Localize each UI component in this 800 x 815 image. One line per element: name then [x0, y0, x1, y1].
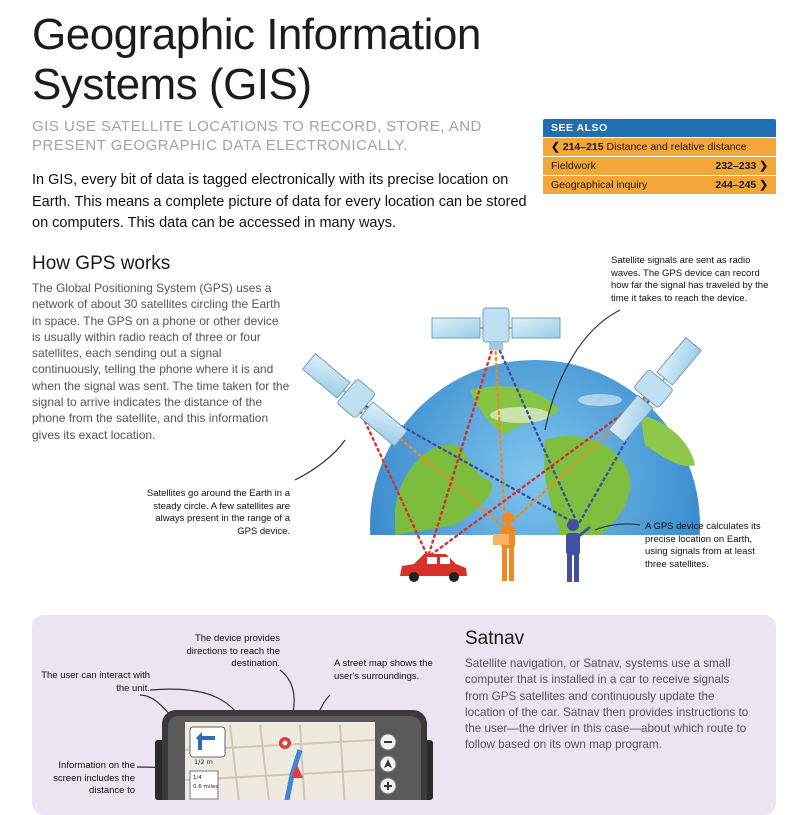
zoom-in-button[interactable]: [380, 778, 396, 794]
see-also-item[interactable]: [543, 156, 776, 175]
see-also-item[interactable]: [543, 175, 776, 194]
intro-paragraph: In GIS, every bit of data is tagged electronically with its precise location on Earth. This means a complete picture of data for every location can be stored on computers. This data can be accessed in many ways.: [32, 172, 527, 231]
satnav-body: Satellite navigation, or Satnav, systems use a small computer that is installed in a car to receive signals from GPS satellites and continuously update the location of the car. Satnav then provides instructions to the user—the driver in this case—about which route to follow based on its own map program.: [465, 657, 749, 752]
see-also-label: Geographical inquiry: [551, 179, 648, 191]
see-also-arrow: ❮: [551, 141, 560, 153]
callout-directions: The device provides directions to reach the destination.: [186, 633, 280, 669]
gps-body: The Global Positioning System (GPS) uses a network of about 30 satellites circling the Earth in space. The GPS on a phone or other device is usually within radio reach of three or four satellites, each sending out a signal continuously, telling the phone where it is and when the signal was sent. The time taken for the signal to arrive indicates the distance of the phone from the satellite, and this information gives its exact location.: [32, 281, 290, 442]
satnav-device-illustration: [0, 640, 800, 800]
see-also-arrow: ❯: [759, 179, 768, 191]
see-also-box: [543, 119, 776, 194]
satnav-heading: Satnav: [465, 628, 525, 649]
satellite-icon: [300, 348, 412, 450]
see-also-item[interactable]: [543, 137, 776, 156]
callout-signals: Satellite signals are sent as radio waves. The GPS device can record how far the signal has traveled by the time it takes to reach the device.: [611, 255, 769, 304]
callout-device: A GPS device calculates its precise location on Earth, using signals from at least three satellites.: [645, 521, 761, 570]
callout-interact: The user can interact with the unit.: [41, 670, 150, 694]
callout-satellites: Satellites go around the Earth in a steady circle. A few satellites are always present in the range of a GPS device.: [146, 488, 290, 537]
callout-map: A street map shows the user's surroundings.: [334, 658, 433, 682]
page-title: Geographic Information Systems (GIS): [32, 10, 481, 109]
gps-heading: How GPS works: [32, 253, 171, 274]
see-also-label: Distance and relative distance: [606, 141, 747, 153]
see-also-pages: 244–245: [715, 179, 757, 191]
turn-instruction: [190, 727, 225, 757]
screen-distance: 1/4: [193, 775, 202, 781]
see-also-header: SEE ALSO: [543, 119, 776, 137]
page-subtitle: GIS USE SATELLITE LOCATIONS TO RECORD, STORE, AND PRESENT GEOGRAPHIC DATA ELECTRONICALLY.: [32, 118, 482, 154]
see-also-label: Fieldwork: [551, 160, 596, 172]
zoom-out-button[interactable]: [380, 734, 396, 750]
callout-arrow: [295, 440, 345, 480]
screen-distance: 0.6 miles: [193, 784, 219, 790]
see-also-pages: 232–233: [715, 160, 757, 172]
navigate-button[interactable]: [380, 756, 396, 772]
see-also-pages: 214–215: [562, 141, 604, 153]
callout-info: Information on the screen includes the distance to: [53, 760, 135, 796]
satellite-icon: [432, 308, 560, 350]
see-also-arrow: ❯: [759, 160, 768, 172]
screen-distance: 1/2 m: [194, 758, 213, 766]
car-icon: [400, 554, 467, 582]
